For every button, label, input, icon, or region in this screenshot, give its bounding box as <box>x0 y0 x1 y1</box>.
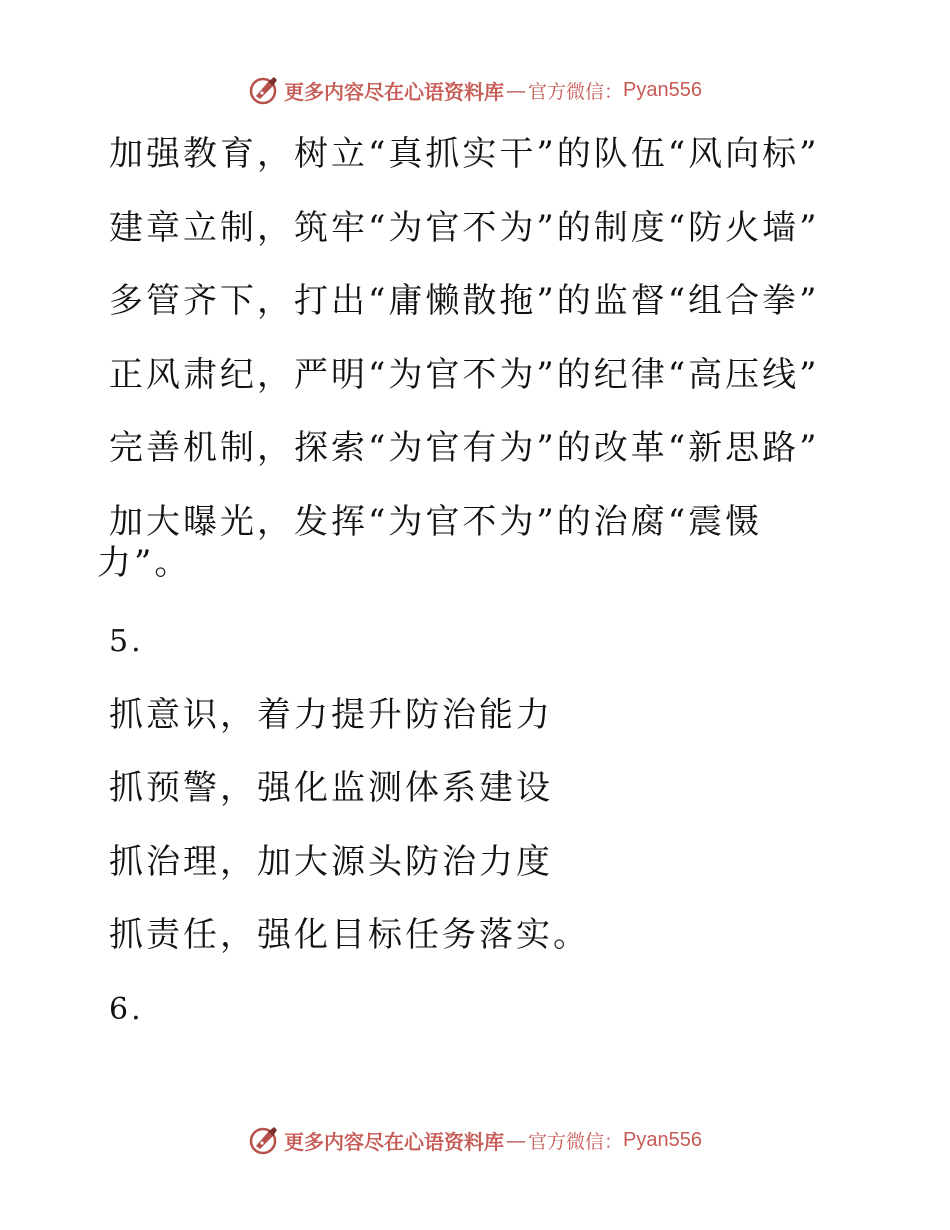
banner-separator: — <box>506 78 526 102</box>
header-banner <box>0 70 950 110</box>
banner-wechat-id: Pyan556 <box>623 1128 702 1151</box>
text-line-continued: 力”。 <box>97 543 192 583</box>
text-line: 加大曝光，发挥“为官不为”的治腐“震慑 <box>109 501 763 542</box>
pen-nib-logo-icon <box>248 1124 280 1156</box>
section-number: 5. <box>109 624 144 659</box>
banner-wechat-label: 官方微信： <box>528 80 624 103</box>
text-line: 多管齐下，打出“庸懒散拖”的监督“组合拳” <box>109 281 820 321</box>
text-line: 抓责任，强化目标任务落实。 <box>109 915 590 955</box>
pen-nib-logo-icon <box>248 74 280 106</box>
document-body <box>97 118 857 1046</box>
section-number: 6. <box>109 991 144 1027</box>
banner-title: 更多内容尽在心语资料库 <box>284 79 504 104</box>
text-line: 抓意识，着力提升防治能力 <box>109 694 553 735</box>
banner-title: 更多内容尽在心语资料库 <box>284 1129 504 1154</box>
text-line: 抓预警，强化监测体系建设 <box>109 768 553 808</box>
banner-separator: — <box>506 1128 526 1152</box>
banner-wechat-id: Pyan556 <box>623 78 702 101</box>
banner-wechat-label: 官方微信： <box>528 1130 624 1153</box>
text-line: 完善机制，探索“为官有为”的改革“新思路” <box>109 428 820 468</box>
text-line: 抓治理，加大源头防治力度 <box>109 841 553 882</box>
text-line: 正风肃纪，严明“为官不为”的纪律“高压线” <box>109 354 820 395</box>
footer-banner <box>0 1120 950 1160</box>
text-line: 建章立制，筑牢“为官不为”的制度“防火墙” <box>109 207 820 248</box>
text-line: 加强教育，树立“真抓实干”的队伍“风向标” <box>109 134 820 174</box>
